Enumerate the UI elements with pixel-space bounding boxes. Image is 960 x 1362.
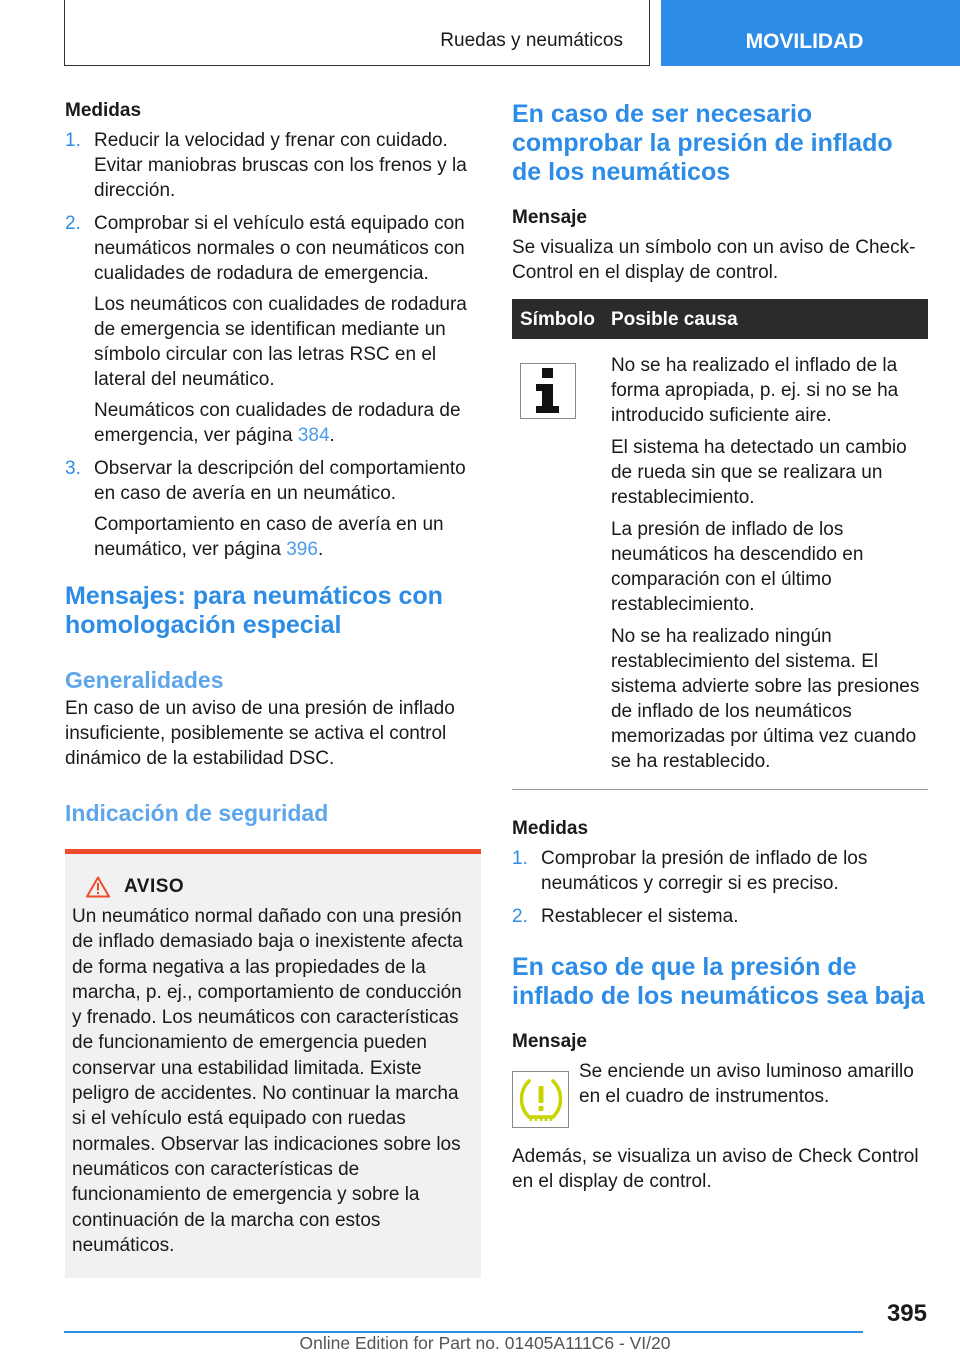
message-text: Se enciende un aviso luminoso amarillo en el cuadro de instrumentos. [579,1061,914,1107]
section-heading: En caso de que la presión de inflado de los neumáticos sea baja [512,953,925,1010]
message-after-text: Además, se visualiza un aviso de Check Control en el display de control. [512,1146,919,1192]
step-number: 1. [512,848,528,869]
measures-title: Medidas [65,100,142,121]
section-heading: Mensajes: para neumáticos con homologación especial [65,582,443,639]
warning-title: AVISO [124,876,185,897]
edition-footer: Online Edition for Part no. 01405A111C6 - VI/20 [299,1333,671,1353]
step-note: Comportamiento en caso de avería en un neumático, ver página 396. [94,514,444,560]
subsection-heading: Indicación de seguridad [65,800,329,826]
header-frame [64,0,650,66]
list-item [65,128,481,203]
warning-text: Un neumático normal dañado con una presión de inflado demasiado baja o inexistente afecta de forma negativa a las propiedades de la marcha, p. ej., comportamiento de conducción y frenado. Los neumáticos con características de funcionamiento de emergencia pueden conservar una estabilidad limitada. Existe peligro de accidentes. No continuar la marcha si el vehículo está equipado con ruedas normales. Observar las indicaciones sobre los neumáticos con características de funcionamiento de emergencia y sobre la continuación de la marcha con estos neumáticos. [72,906,463,1256]
step-text: Comprobar si el vehículo está equipado con neumáticos normales o con neumáticos con cualidades de rodadura de emergencia. [94,213,465,284]
tire-pressure-warning-icon [512,1071,569,1128]
symbol-table [512,299,928,790]
measures-list [512,846,928,929]
list-item [512,846,928,896]
section-heading: En caso de ser necesario comprobar la presión de inflado de los neumáticos [512,100,893,186]
general-text: En caso de un aviso de una presión de inflado insuficiente, posiblemente se activa el control dinámico de la estabilidad DSC. [65,698,455,769]
list-item [65,211,481,448]
step-text: Observar la descripción del comportamiento en caso de avería en un neumático. [94,458,466,504]
message-title: Mensaje [512,1031,587,1052]
page-link-384[interactable]: 384 [297,425,330,446]
cause-text: El sistema ha detectado un cambio de rueda sin que se realizara un restablecimiento. [610,437,907,508]
subsection-heading: Generalidades [65,667,224,693]
measures-title: Medidas [512,818,589,839]
message-title: Mensaje [512,207,587,228]
chapter-label: MOVILIDAD [745,30,864,53]
list-item [512,904,928,929]
info-icon [520,363,576,419]
table-header-cause: Posible causa [603,299,928,339]
chapter-tab[interactable] [661,0,960,66]
warning-box [65,849,481,1278]
cause-text: No se ha realizado ningún restablecimiento del sistema. El sistema advierte sobre las presiones de inflado de los neumáticos memorizadas por última vez cuando se ha restablecido. [610,626,920,772]
warning-triangle-icon [86,876,110,898]
left-column [65,100,481,1278]
message-text: Se visualiza un símbolo con un aviso de Check-Control en el display de control. [512,237,916,283]
step-number: 1. [65,130,81,151]
step-number: 2. [512,906,528,927]
message-row [512,1059,928,1128]
page-number: 395 [886,1300,927,1327]
table-row [512,339,928,790]
step-note: Neumáticos con cualidades de rodadura de emergencia, ver página 384. [94,400,461,446]
right-column [512,100,928,1194]
step-number: 2. [65,213,81,234]
list-item [65,456,481,562]
cause-text: No se ha realizado el inflado de la forma apropiada, p. ej. si no se ha introducido suficiente aire. [610,355,899,426]
page-link-396[interactable]: 396 [286,539,318,560]
table-header-symbol: Símbolo [512,299,603,339]
cause-text: La presión de inflado de los neumáticos ha descendido en comparación con el último restablecimiento. [610,519,864,615]
measures-list [65,128,481,562]
section-title: Ruedas y neumáticos [440,30,623,51]
step-note: Los neumáticos con cualidades de rodadura de emergencia se identifican mediante un símbolo circular con las letras RSC en el lateral del neumático. [94,294,467,390]
step-text: Reducir la velocidad y frenar con cuidado. Evitar maniobras bruscas con los frenos y la dirección. [94,130,467,201]
step-text: Comprobar la presión de inflado de los neumáticos y corregir si es preciso. [541,848,868,894]
step-number: 3. [65,458,81,479]
step-text: Restablecer el sistema. [541,906,739,927]
